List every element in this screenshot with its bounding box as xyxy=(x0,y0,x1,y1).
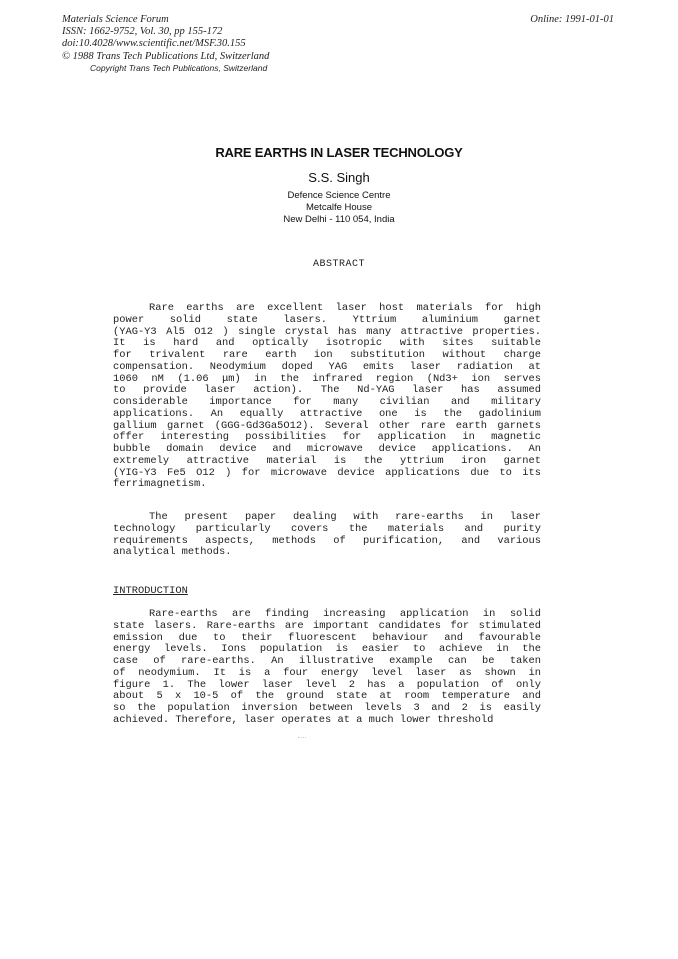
paper-author: S.S. Singh xyxy=(308,170,370,185)
journal-issn: ISSN: 1662-9752, Vol. 30, pp 155-172 xyxy=(62,26,223,38)
text-line: state lasers. Rare-earths are important candidates for stimulated xyxy=(113,619,541,632)
text-line: power solid state lasers. Yttrium aluminium garnet xyxy=(113,313,541,326)
journal-publisher: © 1988 Trans Tech Publications Ltd, Switzerland xyxy=(62,50,270,62)
journal-name: Materials Science Forum xyxy=(62,14,169,25)
text-line: emission due to their fluorescent behaviour and favourable xyxy=(113,631,541,644)
text-line: about 5 x 10-5 of the ground state at room temperature and xyxy=(113,690,541,703)
abstract-paragraph xyxy=(113,512,541,559)
text-line: of neodymium. It is a four energy level laser as shown in xyxy=(113,666,541,679)
journal-header xyxy=(62,14,269,63)
text-line: Rare earths are excellent laser host materials for high xyxy=(149,302,541,314)
text-line: achieved. Therefore, laser operates at a much lower threshold xyxy=(113,713,494,726)
text-line: ferrimagnetism. xyxy=(113,478,207,491)
text-line: so the population inversion between levels 3 and 2 is easily xyxy=(113,702,541,714)
text-line: for trivalent rare earth ion substitution without charge xyxy=(113,349,541,361)
text-line: requirements aspects, methods of purification, and various xyxy=(113,534,541,547)
text-line: considerable importance for many civilian and military xyxy=(113,396,541,408)
text-line: bubble domain device and microwave device applications. An xyxy=(113,443,541,455)
text-line: applications. An equally attractive one is the gadolinium xyxy=(113,407,541,420)
abstract-paragraph xyxy=(113,303,541,491)
online-date: Online: 1991-01-01 xyxy=(530,14,614,25)
affiliation-line: New Delhi - 110 054, India xyxy=(283,214,395,225)
text-line: offer interesting possibilities for application in magnetic xyxy=(113,431,541,444)
text-line: extremely attractive material is the yttrium iron garnet xyxy=(113,454,541,467)
text-line: Rare-earths are finding increasing application in solid xyxy=(149,608,541,620)
text-line: case of rare-earths. An illustrative example can be taken xyxy=(113,655,541,667)
text-line: (YIG-Y3 Fe5 O12 ) for microwave device applications due to its xyxy=(113,466,541,479)
section-heading: INTRODUCTION xyxy=(113,585,188,597)
text-line: to provide laser action). The Nd-YAG laser has assumed xyxy=(113,384,541,397)
scan-mark xyxy=(298,737,306,738)
introduction-paragraph xyxy=(113,609,541,727)
journal-doi: doi:10.4028/www.scientific.net/MSF.30.155 xyxy=(62,38,246,50)
text-line: gallium garnet (GGG-Gd3Ga5O12). Several other rare earth garnets xyxy=(113,419,541,432)
text-line: energy levels. Ions population is easier to achieve in the xyxy=(113,643,541,656)
affiliation-line: Defence Science Centre xyxy=(287,190,391,201)
affiliation-line: Metcalfe House xyxy=(305,202,372,213)
text-line: technology particularly covers the materials and purity xyxy=(113,522,541,535)
paper-title: RARE EARTHS IN LASER TECHNOLOGY xyxy=(215,145,463,160)
text-line: The present paper dealing with rare-earths in laser xyxy=(149,511,541,523)
text-line: figure 1. The lower laser level 2 has a population of only xyxy=(113,678,541,691)
text-line: 1060 nM (1.06 μm) in the infrared region (Nd3+ ion serves xyxy=(113,372,541,385)
text-line: It is hard and optically isotropic with sites suitable xyxy=(113,337,541,350)
abstract-heading: ABSTRACT xyxy=(312,259,365,270)
text-line: analytical methods. xyxy=(113,546,232,559)
text-line: (YAG-Y3 Al5 O12 ) single crystal has many attractive properties. xyxy=(113,325,541,338)
copyright-line: Copyright Trans Tech Publications, Switzerland xyxy=(90,63,268,73)
text-line: compensation. Neodymium doped YAG emits laser radiation at xyxy=(113,360,541,373)
